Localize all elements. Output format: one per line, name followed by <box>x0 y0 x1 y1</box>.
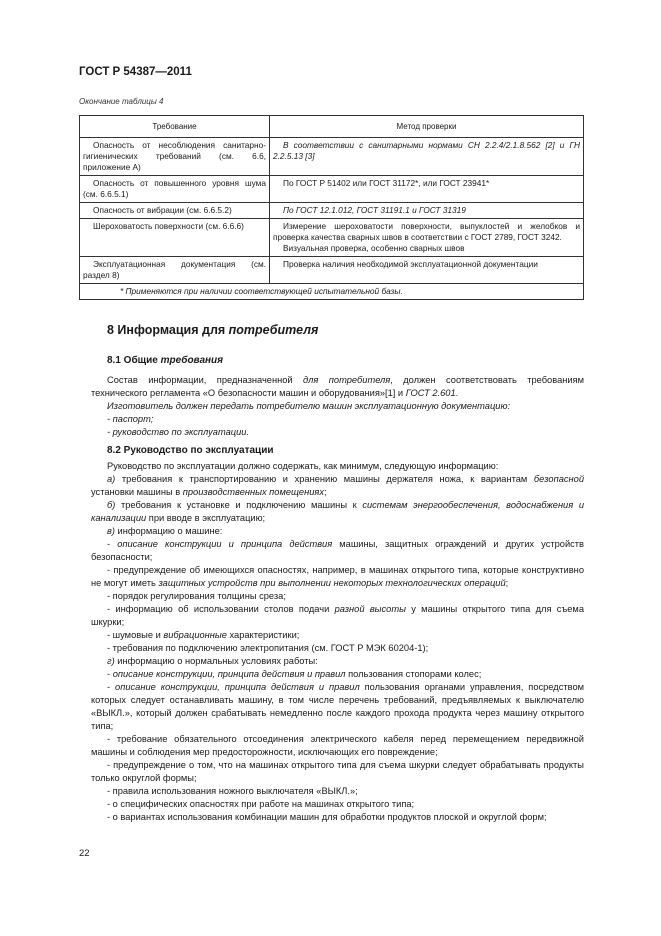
list-item: - порядок регулирования толщины среза; <box>107 591 286 601</box>
column-header-requirement: Требование <box>80 116 270 138</box>
list-item: - описание конструкции, принципа действия и правил пользования органами управления, посредством которых следует останавливать машину, в том числе перечень требований, предъявляемых к выключателю «ВЫКЛ.», который должен срабатывать немедленно после каждого прохода продукта через машину открытого типа; <box>91 682 585 731</box>
table-cell-requirement: Шероховатость поверхности (см. 6.6.6) <box>80 219 270 257</box>
list-item: а) требования к транспортированию и хранению машины держателя ножа, к вариантам безопасной установки машины в производственных помещениях; <box>91 474 584 497</box>
table-cell-requirement: Опасность от повышенного уровня шума (см. 6.6.5.1) <box>80 176 270 203</box>
list-item: - предупреждение о том, что на машинах открытого типа для съема шкурки следует обрабатывать продукты только округлой формы; <box>91 760 584 783</box>
document-header: ГОСТ Р 54387—2011 <box>79 66 192 78</box>
section-title-text: 8 Информация для <box>107 323 229 337</box>
subsection-title-text: 8.1 Общие <box>107 355 161 366</box>
list-item: - описание конструкции и принципа действия машины, защитных ограждений и других устройств безопасности; <box>91 539 584 562</box>
list-item: - описание конструкции, принципа действия и правил пользования стопорами колес; <box>107 669 482 679</box>
subsection-8-2-title: 8.2 Руководство по эксплуатации <box>107 445 274 456</box>
list-item: - правила использования ножного выключателя «ВЫКЛ.»; <box>107 786 358 796</box>
table-row <box>80 138 584 176</box>
list-item: б) требования к установке и подключению машины к системам энергообеспечения, водоснабжения и канализации при вводе в эксплуатацию; <box>91 500 584 523</box>
paragraph: Руководство по эксплуатации должно содержать, как минимум, следующую информацию: <box>107 461 499 471</box>
page-number: 22 <box>79 848 90 859</box>
paragraph: Изготовитель должен передать потребителю машин эксплуатационную документацию: <box>107 401 511 411</box>
table-row <box>80 203 584 219</box>
subsection-8-1-title <box>107 355 223 366</box>
table-cell-method <box>270 219 584 257</box>
method-text-secondary: Визуальная проверка, особенно сварных швов <box>283 243 465 253</box>
table-cell-requirement: Опасность от несоблюдения санитарно-гигиенических требований (см. 6.6, приложение А) <box>80 138 270 176</box>
table-cell-requirement: Эксплуатационная документация (см. раздел 8) <box>80 257 270 284</box>
list-item: - о вариантах использования комбинации машин для обработки продуктов плоской и округлой форм; <box>107 812 547 822</box>
table-cell-requirement: Опасность от вибрации (см. 6.6.5.2) <box>80 203 270 219</box>
paragraph: Состав информации, предназначенной для потребителя, должен соответствовать требованиям технического регламента «О безопасности машин и оборудования»[1] и ГОСТ 2.601. <box>91 375 584 398</box>
list-item: - о специфических опасностях при работе на машинах открытого типа; <box>107 799 415 809</box>
table-cell-method: В соответствии с санитарными нормами СН 2.2.4/2.1.8.562 [2] и ГН 2.2.5.13 [3] <box>270 138 584 176</box>
table-row <box>80 257 584 284</box>
table-cell-method: По ГОСТ 12.1.012, ГОСТ 31191.1 и ГОСТ 31319 <box>270 203 584 219</box>
column-header-method: Метод проверки <box>270 116 584 138</box>
table-header-row <box>80 116 584 138</box>
method-text: Измерение шероховатости поверхности, выпуклостей и желобков и проверка качества сварных швов в соответствии с ГОСТ 2789, ГОСТ 3242. <box>273 221 580 242</box>
list-item: - паспорт; <box>107 414 154 424</box>
section-8-title <box>107 323 318 337</box>
list-item: - информацию об использовании столов подачи разной высоты у машины открытого типа для съема шкурки; <box>91 604 584 627</box>
table-cell-method: По ГОСТ Р 51402 или ГОСТ 31172*, или ГОСТ 23941* <box>270 176 584 203</box>
table-caption: Окончание таблицы 4 <box>79 97 164 106</box>
table-row <box>80 176 584 203</box>
table-footnote: * Применяются при наличии соответствующей испытательной базы. <box>80 284 584 300</box>
verification-table <box>79 115 584 300</box>
table-row <box>80 219 584 257</box>
list-item: - руководство по эксплуатации. <box>107 427 249 437</box>
section-body <box>91 374 584 824</box>
list-item: г) информацию о нормальных условиях работы: <box>107 656 318 666</box>
list-item: - требование обязательного отсоединения электрического кабеля перед перемещением передвижной машины и соблюдения мер предосторожности, исключающих его повреждение; <box>91 734 584 757</box>
list-item: - шумовые и вибрационные характеристики; <box>107 630 300 640</box>
subsection-title-emphasis: требования <box>160 355 224 366</box>
section-title-emphasis: потребителя <box>228 323 319 337</box>
list-item: - требования по подключению электропитания (см. ГОСТ Р МЭК 60204-1); <box>107 643 429 653</box>
table-footnote-row <box>80 284 584 300</box>
list-item: в) информацию о машине: <box>107 526 223 536</box>
table-cell-method: Проверка наличия необходимой эксплуатационной документации <box>270 257 584 284</box>
list-item: - предупреждение об имеющихся опасностях, например, в машинах открытого типа, которые конструктивно не могут иметь защитных устройств при выполнении некоторых технологических операций; <box>91 565 584 588</box>
